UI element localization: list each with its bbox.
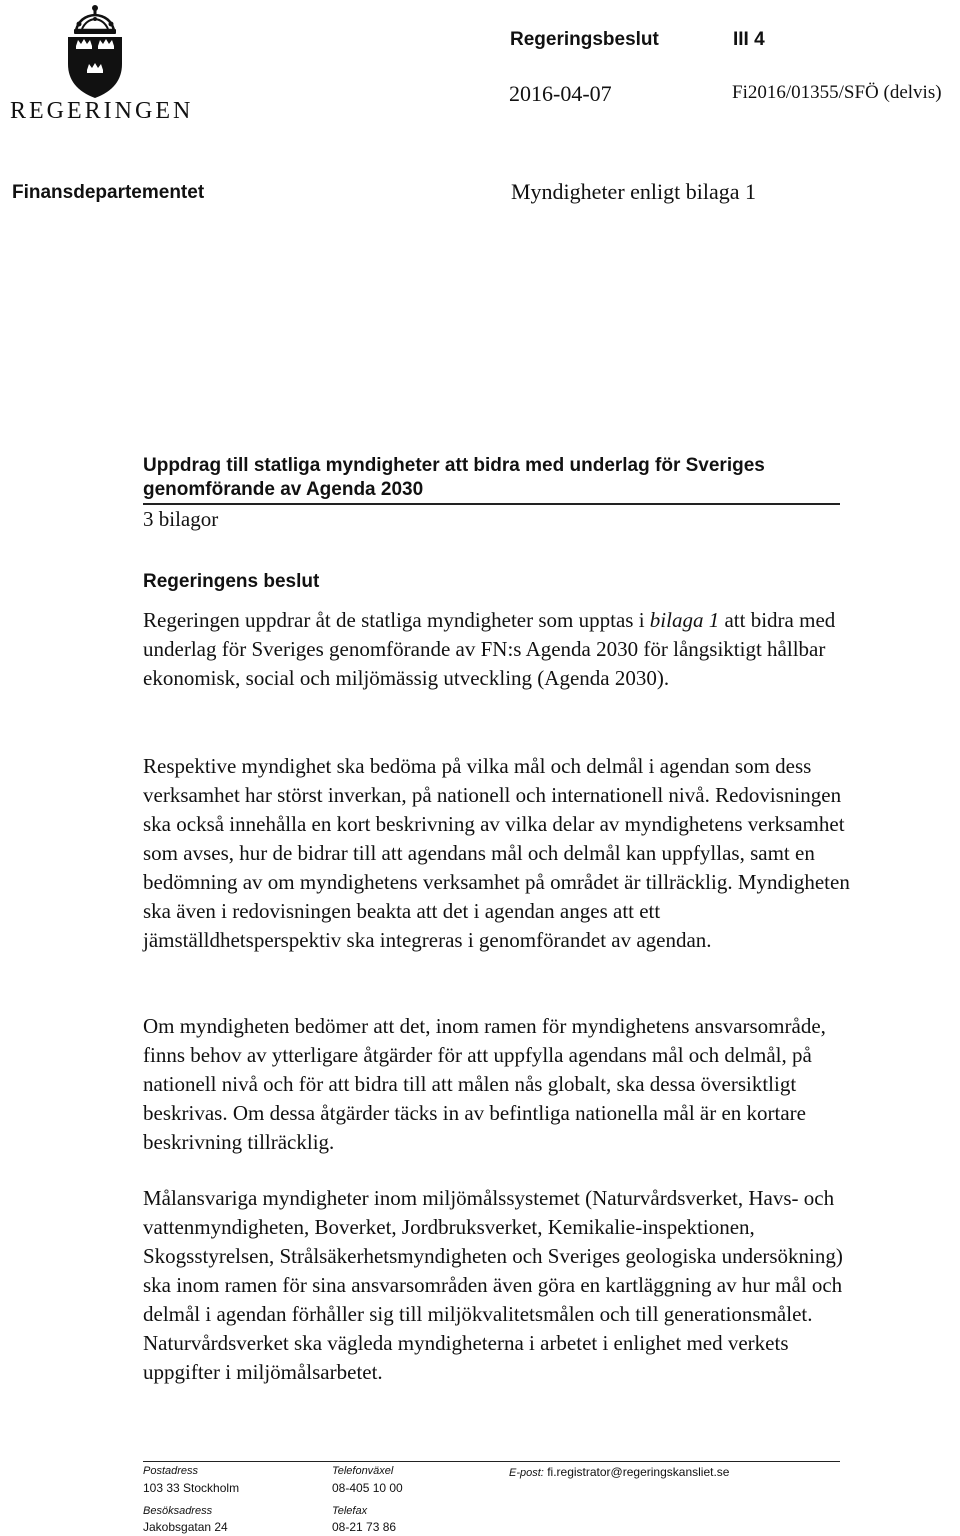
fax-number: 08-21 73 86 <box>332 1520 397 1534</box>
recipient: Myndigheter enligt bilaga 1 <box>511 179 756 204</box>
paragraph-1-text-a: Regeringen uppdrar åt de statliga myndigheter som upptas i <box>143 608 650 632</box>
email-line <box>509 1465 729 1479</box>
fax-label: Telefax <box>332 1505 368 1517</box>
email-label: E-post: <box>509 1467 544 1479</box>
logo-wordmark: REGERINGEN <box>10 98 194 124</box>
attachments-count: 3 bilagor <box>143 507 219 531</box>
paragraph-1-text-b: att bidra med underlag för Sveriges genomförande av FN:s Agenda 2030 för långsiktigt hållbar ekonomisk, social och miljömässig utveckling (Agenda 2030). <box>143 608 836 690</box>
document-date: 2016-04-07 <box>509 81 612 106</box>
section-heading: Regeringens beslut <box>143 571 320 592</box>
attachment-reference: bilaga 1 <box>649 608 720 632</box>
paragraph-3: Om myndigheten bedömer att det, inom ramen för myndighetens ansvarsområde, finns behov av ytterligare åtgärder för att uppfylla agendans mål och delmål, på nationell nivå och för att bidra till att målen nås globalt, ska dessa översiktligt beskrivas. Om dessa åtgärder täcks in av befintliga nationella mål är en kortare beskrivning tillräcklig. <box>143 1014 826 1154</box>
postal-address-label: Postadress <box>143 1465 199 1477</box>
postal-address: 103 33 Stockholm <box>143 1481 240 1495</box>
phone-label: Telefonväxel <box>332 1465 394 1477</box>
visit-address-label: Besöksadress <box>143 1505 213 1517</box>
paragraph-1 <box>143 606 863 693</box>
phone-number: 08-405 10 00 <box>332 1481 403 1495</box>
document-number: III 4 <box>733 29 765 50</box>
title-divider <box>143 503 840 505</box>
footer-divider <box>143 1461 840 1462</box>
reference-number: Fi2016/01355/SFÖ (delvis) <box>732 82 942 103</box>
document-type: Regeringsbeslut <box>510 29 659 50</box>
visit-address: Jakobsgatan 24 <box>143 1520 228 1534</box>
title-line-1: Uppdrag till statliga myndigheter att bidra med underlag för Sveriges <box>143 455 765 476</box>
paragraph-4: Målansvariga myndigheter inom miljömålssystemet (Naturvårdsverket, Havs- och vattenmyndigheten, Boverket, Jordbruksverket, Kemikalie-inspektionen, Skogsstyrelsen, Strålsäkerhetsmyndigheten och Sveriges geologiska undersökning) ska inom ramen för sina ansvarsområden även göra en kartläggning av hur mål och delmål i agendan förhåller sig till miljökvalitetsmålen och till generationsmålet. Naturvårdsverket ska vägleda myndigheterna i arbetet i enlighet med verkets uppgifter i miljömålsarbetet. <box>143 1186 843 1384</box>
paragraph-2: Respektive myndighet ska bedöma på vilka mål och delmål i agendan som dess verksamhet har störst inverkan, på nationell och internationell nivå. Redovisningen ska också innehålla en kort beskrivning av vilka delar av myndighetens verksamhet som avses, hur de bidrar till att agendans mål och delmål kan uppfyllas, samt en bedömning av om myndighetens verksamhet på området är tillräcklig. Myndigheten ska även i redovisningen beakta att det i agendan anges att ett jämställdhetsperspektiv ska integreras i genomförandet av agendan. <box>143 754 850 952</box>
department-name: Finansdepartementet <box>12 182 205 203</box>
email-address[interactable]: fi.registrator@regeringskansliet.se <box>547 1465 730 1479</box>
document-title <box>143 454 843 502</box>
title-line-2: genomförande av Agenda 2030 <box>143 479 424 500</box>
